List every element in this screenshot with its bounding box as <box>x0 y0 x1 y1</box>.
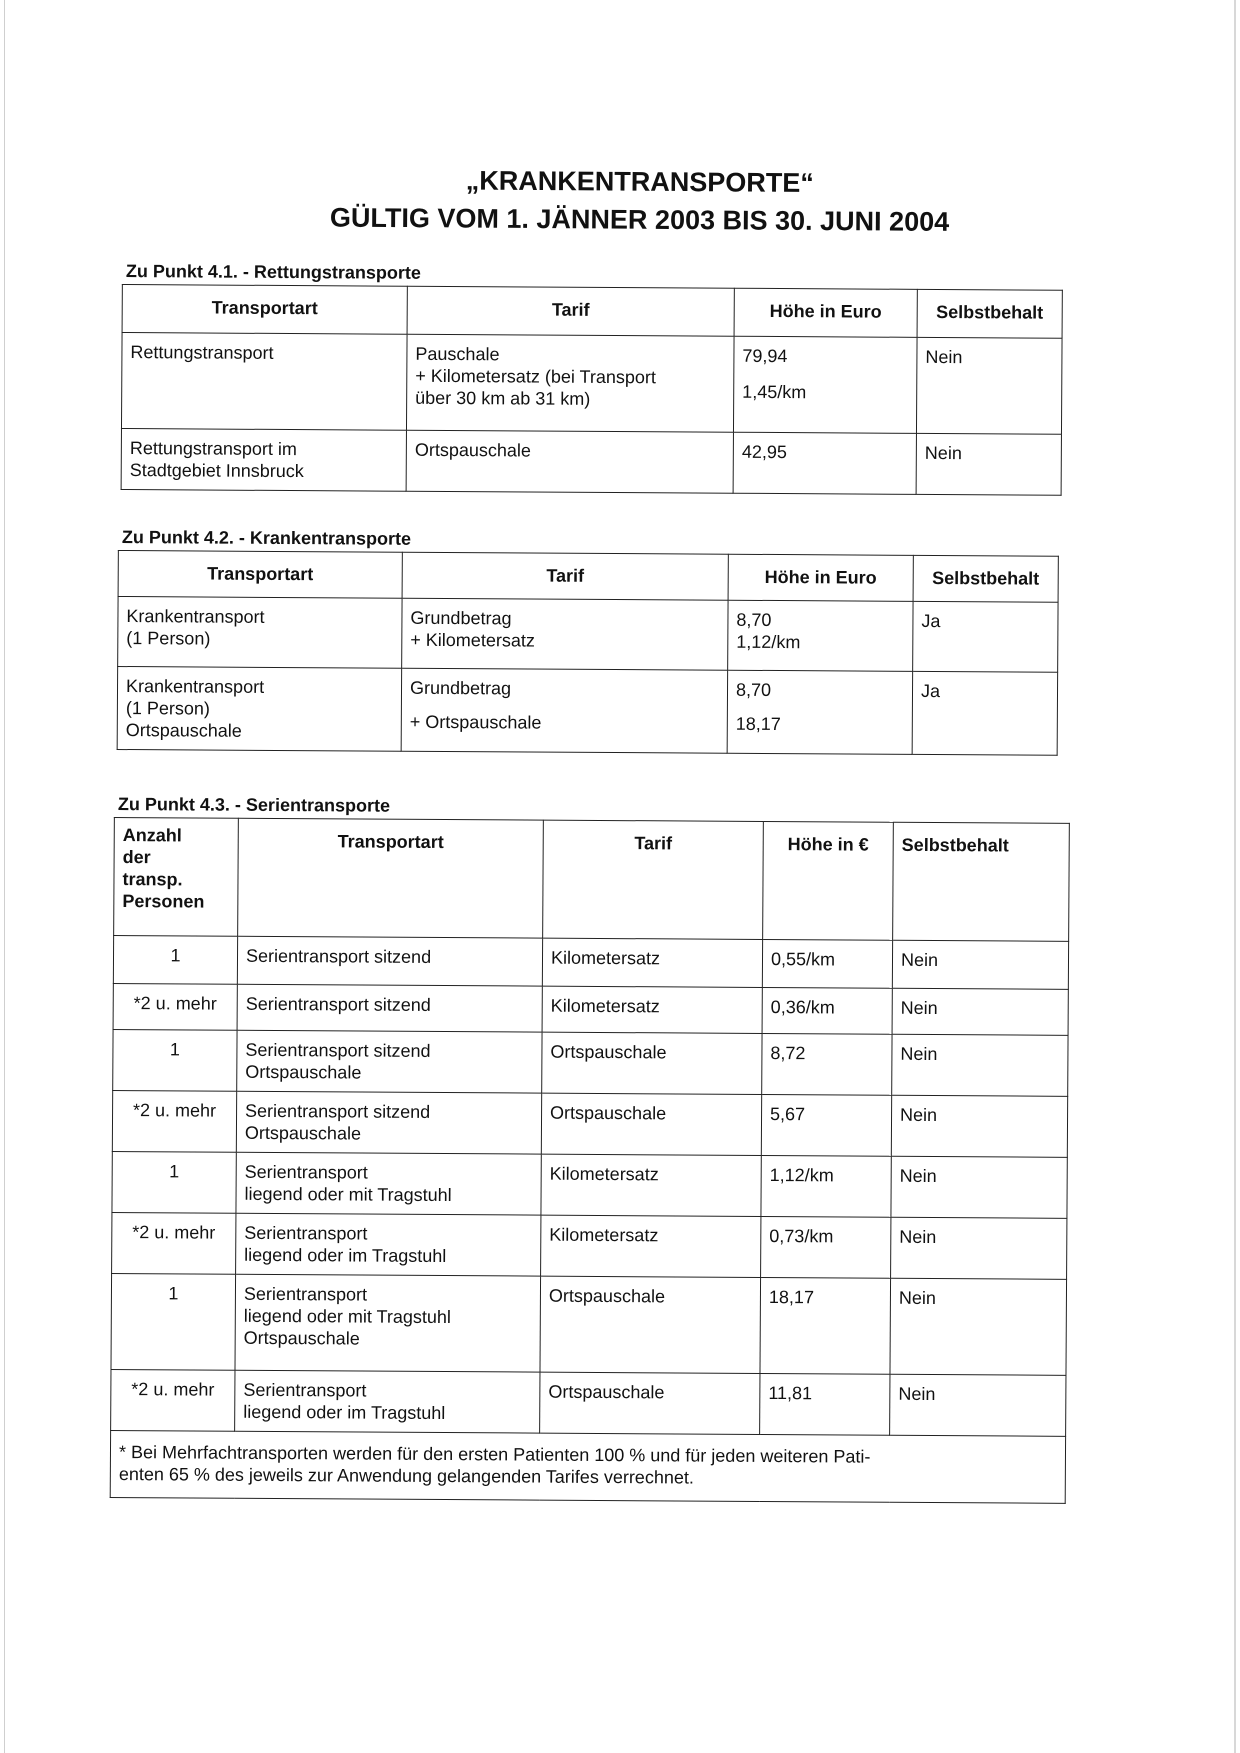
cell-hoehe <box>733 336 917 433</box>
cell-text: Ortspauschale <box>244 1122 362 1144</box>
cell-tarif <box>406 430 733 493</box>
cell-text: (1 Person) <box>126 628 211 649</box>
cell-transportart <box>117 667 402 752</box>
cell-hoehe: 0,73/km <box>761 1216 891 1278</box>
header-transportart: Transportart <box>118 551 402 599</box>
table-header-row <box>118 551 1058 603</box>
cell-selbstbehalt: Nein <box>892 940 1068 989</box>
cell-transportart <box>236 1152 541 1215</box>
cell-tarif: Ortspauschale <box>540 1372 760 1434</box>
table-row <box>111 1369 1066 1436</box>
cell-text: 42,95 <box>741 441 787 463</box>
cell-text: 1,45/km <box>742 381 807 403</box>
cell-text: Ortspauschale <box>245 1061 362 1083</box>
cell-selbstbehalt: Nein <box>892 988 1068 1035</box>
cell-transportart <box>237 984 542 1032</box>
cell-tarif <box>402 598 728 670</box>
section-heading: Zu Punkt 4.1. - Rettungstransporte <box>125 261 422 283</box>
scan-edge-right <box>1234 0 1236 1753</box>
cell-hoehe <box>728 600 913 671</box>
cell-text: (1 Person) <box>125 698 211 719</box>
footnote-text: * Bei Mehrfachtransporten werden für den ersten Patienten 100 % und für jeden weiteren Pati- <box>118 1442 871 1467</box>
cell-selbstbehalt: Nein <box>890 1278 1067 1375</box>
footnote <box>110 1430 1065 1503</box>
section-heading: Zu Punkt 4.2. - Krankentransporte <box>121 527 412 549</box>
cell-text: Ortspauschale <box>414 439 531 461</box>
cell-tarif: Kilometersatz <box>542 938 762 987</box>
header-selbstbehalt: Selbstbehalt <box>917 289 1062 338</box>
cell-transportart <box>237 936 542 986</box>
cell-selbstbehalt: Nein <box>892 1034 1068 1096</box>
cell-text: 18,17 <box>735 713 781 735</box>
cell-text: + Ortspauschale <box>409 711 542 733</box>
cell-hoehe <box>727 670 913 754</box>
header-tarif: Tarif <box>402 552 728 600</box>
cell-text: Rettungstransport im <box>129 438 297 460</box>
cell-hoehe: 0,55/km <box>762 939 892 988</box>
table-body <box>111 936 1069 1437</box>
cell-hoehe: 11,81 <box>760 1373 890 1435</box>
header-selbstbehalt: Selbstbehalt <box>913 555 1058 602</box>
cell-text: 8,70 <box>736 609 772 630</box>
cell-tarif: Ortspauschale <box>542 1032 762 1094</box>
cell-text: Serientransport sitzend <box>245 993 431 1015</box>
title-line-1: „KRANKENTRANSPORTE“ <box>465 165 814 198</box>
title-line-2: GÜLTIG VOM 1. JÄNNER 2003 BIS 30. JUNI 2004 <box>329 202 950 237</box>
cell-tarif: Kilometersatz <box>541 1215 761 1277</box>
cell-text: Ortspauschale <box>125 720 242 741</box>
cell-selbstbehalt: Nein <box>890 1374 1066 1436</box>
cell-anzahl: 1 <box>113 936 237 985</box>
table-row <box>113 983 1068 1035</box>
cell-text: Stadtgebiet Innsbruck <box>129 460 304 482</box>
cell-anzahl: *2 u. mehr <box>112 1090 236 1152</box>
header-selbstbehalt: Selbstbehalt <box>893 822 1070 941</box>
table-row <box>121 333 1062 435</box>
cell-transportart <box>235 1274 541 1372</box>
header-hoehe: Höhe in € <box>763 821 894 940</box>
cell-anzahl: 1 <box>113 1029 237 1091</box>
cell-text: liegend oder im Tragstuhl <box>243 1401 446 1424</box>
cell-text: 79,94 <box>742 345 788 367</box>
header-transportart: Transportart <box>122 285 407 335</box>
cell-selbstbehalt: Nein <box>891 1217 1067 1279</box>
header-text: Anzahl <box>122 825 182 846</box>
section-heading: Zu Punkt 4.3. - Serientransporte <box>117 794 391 816</box>
cell-anzahl: 1 <box>111 1273 236 1370</box>
cell-text: Serientransport sitzend <box>245 1039 431 1061</box>
table-header-row <box>114 818 1070 942</box>
cell-text: 8,70 <box>735 679 772 700</box>
scan-edge-left <box>4 0 5 1753</box>
cell-selbstbehalt: Ja <box>912 671 1058 755</box>
cell-hoehe <box>733 432 916 494</box>
cell-text: Serientransport <box>244 1222 368 1244</box>
cell-text: Ortspauschale <box>243 1327 360 1349</box>
table-serientransporte <box>110 817 1070 1504</box>
cell-text: Grundbetrag <box>410 607 512 629</box>
cell-text: Rettungstransport <box>130 342 274 363</box>
footnote-row <box>110 1430 1065 1503</box>
document-title <box>249 160 1030 241</box>
header-anzahl <box>114 818 239 937</box>
table-row <box>112 1212 1067 1279</box>
cell-transportart <box>121 428 406 491</box>
table-row <box>111 1273 1067 1375</box>
cell-text: Krankentransport <box>125 676 265 697</box>
cell-selbstbehalt: Ja <box>913 601 1058 672</box>
table-row <box>113 1029 1068 1096</box>
cell-transportart <box>235 1370 540 1433</box>
cell-transportart <box>121 333 407 431</box>
footnote-text: enten 65 % des jeweils zur Anwendung gelangenden Tarifes verrechnet. <box>118 1464 694 1488</box>
cell-text: 1,12/km <box>736 631 801 653</box>
cell-hoehe: 5,67 <box>761 1094 891 1156</box>
cell-text: Serientransport sitzend <box>245 945 432 967</box>
table-row <box>112 1151 1067 1218</box>
cell-tarif <box>401 668 728 753</box>
cell-tarif <box>406 334 734 432</box>
cell-text: Serientransport sitzend <box>245 1100 431 1122</box>
cell-selbstbehalt: Nein <box>891 1156 1067 1218</box>
table-row <box>117 667 1057 756</box>
table-row <box>121 428 1061 495</box>
table-row <box>113 936 1068 990</box>
cell-selbstbehalt: Nein <box>891 1095 1067 1157</box>
header-transportart: Transportart <box>238 818 544 938</box>
table-krankentransporte <box>117 550 1059 756</box>
cell-selbstbehalt: Nein <box>916 433 1061 495</box>
header-tarif: Tarif <box>407 286 734 336</box>
cell-anzahl: 1 <box>112 1151 236 1213</box>
cell-text: liegend oder im Tragstuhl <box>244 1244 447 1267</box>
cell-tarif: Ortspauschale <box>540 1276 761 1373</box>
section-serientransporte <box>110 795 1070 1504</box>
cell-transportart <box>236 1091 541 1154</box>
table-row <box>112 1090 1067 1157</box>
cell-text: Grundbetrag <box>409 677 512 699</box>
cell-text: + Kilometersatz <box>410 629 535 651</box>
cell-text: liegend oder mit Tragstuhl <box>243 1305 452 1328</box>
cell-transportart <box>118 597 402 669</box>
cell-text: Serientransport <box>244 1161 368 1183</box>
header-hoehe: Höhe in Euro <box>728 554 913 601</box>
table-row <box>118 597 1058 673</box>
table-header-row <box>122 285 1062 339</box>
header-hoehe: Höhe in Euro <box>734 288 917 337</box>
table-rettungstransporte <box>121 284 1063 496</box>
cell-tarif: Kilometersatz <box>542 986 762 1033</box>
cell-text: Serientransport <box>243 1283 368 1305</box>
cell-hoehe: 0,36/km <box>762 987 892 1034</box>
cell-text: Krankentransport <box>126 606 265 627</box>
cell-text: über 30 km ab 31 km) <box>415 387 591 409</box>
header-tarif: Tarif <box>543 820 764 939</box>
header-text: Personen <box>122 891 205 912</box>
cell-transportart <box>237 1030 542 1093</box>
cell-hoehe: 1,12/km <box>761 1155 891 1217</box>
cell-text: Serientransport <box>243 1379 367 1401</box>
cell-anzahl: *2 u. mehr <box>112 1212 236 1274</box>
cell-tarif: Kilometersatz <box>541 1154 761 1216</box>
cell-selbstbehalt: Nein <box>916 337 1062 434</box>
section-krankentransporte <box>117 528 1059 756</box>
cell-text: liegend oder mit Tragstuhl <box>244 1183 452 1206</box>
cell-text: Pauschale <box>415 343 500 365</box>
cell-hoehe: 8,72 <box>762 1033 892 1095</box>
section-rettungstransporte <box>121 262 1063 496</box>
header-text: der <box>122 847 151 868</box>
cell-text: + Kilometersatz (bei Transport <box>415 365 656 388</box>
cell-transportart <box>236 1213 541 1276</box>
cell-anzahl: *2 u. mehr <box>111 1369 235 1431</box>
cell-hoehe: 18,17 <box>760 1277 891 1374</box>
cell-anzahl: *2 u. mehr <box>113 983 237 1030</box>
cell-tarif: Ortspauschale <box>541 1093 761 1155</box>
header-text: transp. <box>122 869 183 890</box>
